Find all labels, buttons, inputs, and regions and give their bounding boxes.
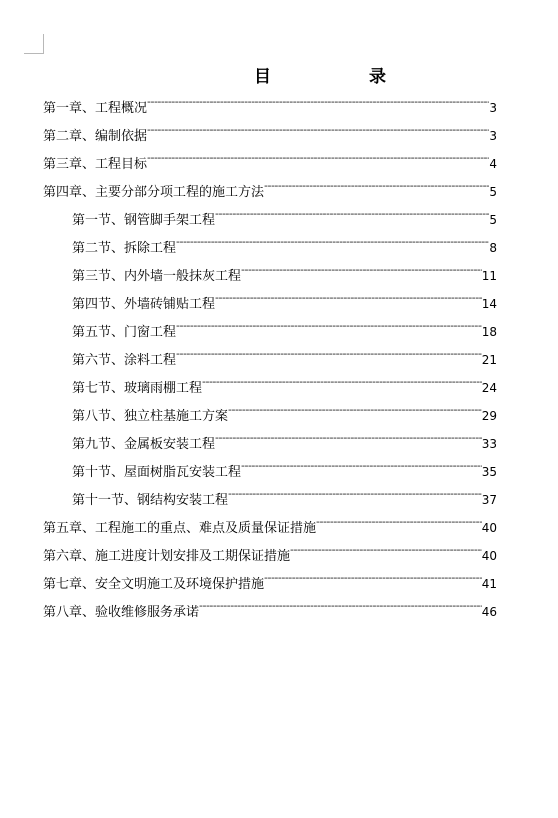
toc-entry[interactable] xyxy=(72,400,497,424)
toc-dot-leader xyxy=(264,568,482,588)
toc-entry-title: 第五章、工程施工的重点、难点及质量保证措施 xyxy=(43,521,317,536)
toc-entry-page-number: 33 xyxy=(481,437,497,451)
toc-entry-page-number: 37 xyxy=(481,493,497,507)
toc-entry[interactable] xyxy=(43,148,497,172)
toc-entry-title: 第六章、施工进度计划安排及工期保证措施 xyxy=(43,549,291,564)
toc-entry[interactable] xyxy=(72,456,497,480)
toc-dot-leader xyxy=(176,316,482,336)
toc-entry-title: 第四节、外墙砖铺贴工程 xyxy=(72,297,216,312)
toc-dot-leader xyxy=(199,596,482,616)
toc-entry-page-number: 14 xyxy=(481,297,497,311)
toc-entry[interactable] xyxy=(72,232,497,256)
toc-entry-page-number: 24 xyxy=(481,381,497,395)
toc-entry-title: 第三节、内外墙一般抹灰工程 xyxy=(72,269,242,284)
toc-entry[interactable] xyxy=(72,316,497,340)
toc-entry-page-number: 3 xyxy=(489,101,497,115)
toc-entry[interactable] xyxy=(43,120,497,144)
toc-dot-leader xyxy=(215,428,482,448)
toc-entry-page-number: 40 xyxy=(481,549,497,563)
toc-entry-title: 第一节、钢管脚手架工程 xyxy=(72,213,216,228)
toc-entry-page-number: 35 xyxy=(481,465,497,479)
toc-entry[interactable] xyxy=(72,344,497,368)
toc-entry-page-number: 5 xyxy=(489,213,497,227)
toc-dot-leader xyxy=(176,344,482,364)
toc-entry-title: 第三章、工程目标 xyxy=(43,157,148,172)
toc-dot-leader xyxy=(241,456,482,476)
toc-entry-page-number: 5 xyxy=(489,185,497,199)
toc-entry-page-number: 3 xyxy=(489,129,497,143)
toc-entry[interactable] xyxy=(72,288,497,312)
toc-entry[interactable] xyxy=(72,428,497,452)
toc-dot-leader xyxy=(264,176,489,196)
toc-title-part1: 目 xyxy=(254,67,271,87)
toc-entry-title: 第九节、金属板安装工程 xyxy=(72,437,216,452)
toc-dot-leader xyxy=(147,120,489,140)
toc-entry-title: 第四章、主要分部分项工程的施工方法 xyxy=(43,185,265,200)
toc-entry[interactable] xyxy=(43,540,497,564)
toc-entry[interactable] xyxy=(72,260,497,284)
corner-mark-vertical xyxy=(43,34,44,54)
toc-dot-leader xyxy=(290,540,482,560)
toc-dot-leader xyxy=(215,204,489,224)
toc-entry-title: 第七章、安全文明施工及环境保护措施 xyxy=(43,577,265,592)
toc-entry-page-number: 29 xyxy=(481,409,497,423)
toc-title xyxy=(0,62,558,86)
toc-entry-title: 第六节、涂料工程 xyxy=(72,353,177,368)
toc-entry-page-number: 4 xyxy=(489,157,497,171)
toc-entry-title: 第一章、工程概况 xyxy=(43,101,148,116)
toc-entry-page-number: 40 xyxy=(481,521,497,535)
toc-entry-page-number: 46 xyxy=(481,605,497,619)
toc-entry[interactable] xyxy=(43,176,497,200)
toc-dot-leader xyxy=(147,92,489,112)
toc-entry[interactable] xyxy=(72,204,497,228)
toc-entry-title: 第八节、独立柱基施工方案 xyxy=(72,409,229,424)
page-corner-mark xyxy=(24,34,44,54)
toc-dot-leader xyxy=(202,372,482,392)
toc-dot-leader xyxy=(228,484,482,504)
toc-dot-leader xyxy=(316,512,482,532)
toc-dot-leader xyxy=(241,260,482,280)
toc-entry-page-number: 21 xyxy=(481,353,497,367)
toc-entry[interactable] xyxy=(72,372,497,396)
toc-entry[interactable] xyxy=(43,512,497,536)
toc-entry-title: 第十节、屋面树脂瓦安装工程 xyxy=(72,465,242,480)
toc-entry-title: 第十一节、钢结构安装工程 xyxy=(72,493,229,508)
toc-entry-page-number: 18 xyxy=(481,325,497,339)
toc-entry[interactable] xyxy=(72,484,497,508)
toc-entry-page-number: 11 xyxy=(481,269,497,283)
toc-dot-leader xyxy=(176,232,489,252)
toc-entry-title: 第八章、验收维修服务承诺 xyxy=(43,605,200,620)
toc-entry-title: 第二章、编制依据 xyxy=(43,129,148,144)
toc-entry-page-number: 8 xyxy=(489,241,497,255)
toc-dot-leader xyxy=(147,148,489,168)
toc-entry-title: 第七节、玻璃雨棚工程 xyxy=(72,381,203,396)
toc-entry[interactable] xyxy=(43,596,497,620)
toc-entry-title: 第二节、拆除工程 xyxy=(72,241,177,256)
toc-entry[interactable] xyxy=(43,92,497,116)
toc-title-part2: 录 xyxy=(369,67,386,87)
corner-mark-horizontal xyxy=(24,53,44,54)
toc-entry[interactable] xyxy=(43,568,497,592)
toc-entry-title: 第五节、门窗工程 xyxy=(72,325,177,340)
toc-dot-leader xyxy=(228,400,482,420)
toc-dot-leader xyxy=(215,288,482,308)
toc-entry-page-number: 41 xyxy=(481,577,497,591)
